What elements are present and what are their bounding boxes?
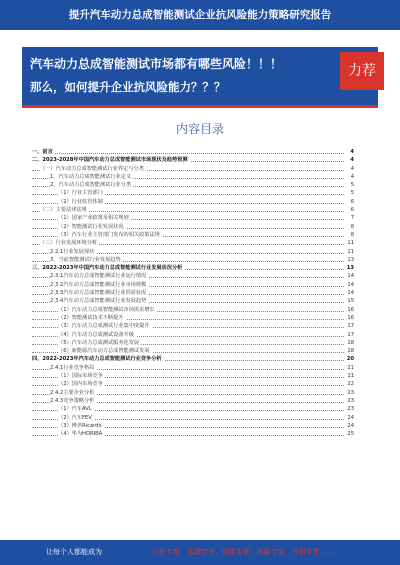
toc-entry[interactable] [32,148,354,156]
toc-entry-text: 一、前言 [32,149,53,155]
toc-entry[interactable] [32,272,354,280]
toc-entry[interactable] [32,414,354,422]
toc-entry-page: 17 [347,331,354,338]
toc-entry[interactable] [32,372,354,380]
toc-entry-text: （2）智能测试技术不断提升 [58,314,124,321]
toc-entry[interactable] [32,223,354,231]
toc-entry-text: 三、2022-2023年中国汽车动力总成智能测试行业发展状况分析 [32,265,183,272]
toc-entry-text: 2.3.2汽车动力总成智能测试行业市场规模 [50,281,147,288]
toc-entry[interactable] [32,306,354,314]
toc-entry-page: 8 [350,223,354,230]
toc-entry-page: 23 [347,389,354,396]
toc-entry-page: 4 [350,149,354,155]
toc-entry-page: 20 [346,356,354,363]
toc-entry-text: 2.3.3汽车动力总成智能测试行业供需状况 [50,290,147,297]
toc-entry[interactable] [32,430,354,438]
banner-subline: 那么，如何提升企业抗风险能力？？？ [30,80,226,94]
toc-entry-page: 24 [347,422,354,429]
toc-entry-text: （3）汽车行业主管部门发布的相关政策法规 [58,231,160,238]
toc-entry[interactable] [32,239,354,247]
toc-entry-page: 14 [347,281,354,288]
toc-entry[interactable] [32,380,354,388]
toc-entry-page: 7 [350,215,354,222]
toc-entry-text: （2）智能测试行业发展状况 [58,223,124,230]
toc-entry[interactable] [32,198,354,206]
report-title: 提升汽车动力总成智能测试企业抗风险能力策略研究报告 [68,9,332,21]
toc-entry[interactable] [32,331,354,339]
toc-entry-text: （3）汽车动力总成测试行业集中度提升 [58,323,150,330]
toc-entry[interactable] [32,355,354,363]
toc-entry-text: （1）国家产业政策及相关规划 [58,215,129,222]
toc-entry-page: 15 [347,298,354,305]
toc-entry[interactable] [32,165,354,173]
footer-slogan: 让每个人都能成为 [46,548,102,556]
toc-entry-text: （三）行业发展环境分析 [40,240,98,247]
toc-entry-text: （2）国内市场竞争 [58,381,103,388]
toc-entry-text: 四、2022-2023年汽车动力总成智能测试行业竞争分析 [32,356,162,363]
footer-roles: 行业专家，管理专家，营销专家，战略专家，分析专家…… [152,548,334,556]
toc-entry[interactable] [32,248,354,256]
toc-entry[interactable] [32,389,354,397]
toc-entry-text: 2.4.3竞争策略分析 [50,397,95,404]
toc-entry-text: （4）汽车动力总成测试设备升级 [58,331,134,338]
toc-leader-dots [32,153,344,154]
toc-entry-page: 14 [347,273,354,280]
toc-entry-page: 22 [347,381,354,388]
toc-entry-page: 25 [347,431,354,438]
toc-entry-page: 4 [350,173,354,180]
report-header [0,0,400,30]
footer-bar [0,540,400,565]
toc-entry-text: （6）新能源汽车动力总成智能测试发展 [58,348,150,355]
toc-entry-text: 2.4.2主要企业分析 [50,389,95,396]
toc-entry-page: 5 [350,182,354,189]
toc-entry-text: （一）汽车动力总成智能测试行业界定与分类 [40,165,144,172]
toc-entry-text: （4）华为HORIBA [58,431,103,438]
toc-entry-text: （2）汽车FEV [58,414,92,421]
table-of-contents [32,148,354,438]
toc-entry-text: （5）汽车动力总成测试服务化发展 [58,339,140,346]
toc-entry[interactable] [32,206,354,214]
toc-entry-page: 24 [347,414,354,421]
toc-entry-page: 16 [347,306,354,313]
toc-entry-page: 6 [350,198,354,205]
toc-entry[interactable] [32,397,354,405]
toc-entry-page: 21 [347,364,354,371]
toc-entry[interactable] [32,214,354,222]
toc-entry-text: （1）汽车动力总成智能测试市场需求增长 [58,306,155,313]
banner-headline: 汽车动力总成智能测试市场都有哪些风险！！！ [30,57,283,71]
toc-entry-page: 4 [350,157,354,164]
toc-entry-page: 6 [350,207,354,214]
toc-entry-text: 2.3.4汽车动力总成智能测试行业发展趋势 [50,298,147,305]
toc-entry[interactable] [32,405,354,413]
toc-entry-page: 16 [347,314,354,321]
toc-entry[interactable] [32,297,354,305]
toc-entry-text: 二、2023-2028年中国汽车动力总成智能测试市场现状及趋势预测 [32,157,188,164]
toc-entry-text: 2.3.1汽车动力总成智能测试行业运行情况 [50,273,147,280]
toc-entry[interactable] [32,339,354,347]
toc-entry-text: （1）行业主管部门 [58,190,103,197]
toc-entry[interactable] [32,181,354,189]
toc-entry-text: （1）汽车AVL [58,406,92,413]
toc-entry-text: 2、汽车动力总成智能测试行业分类 [50,182,132,189]
toc-entry-text: （1）国际市场竞争 [58,373,103,380]
toc-entry-text: 3、当前智能测试行业发展趋势 [50,256,121,263]
toc-entry-page: 21 [347,373,354,380]
toc-entry-page: 4 [350,165,354,172]
toc-entry-page: 18 [347,348,354,355]
toc-entry-page: 11 [347,240,354,247]
toc-entry[interactable] [32,173,354,181]
toc-entry[interactable] [32,264,354,272]
toc-entry[interactable] [32,422,354,430]
toc-entry-page: 17 [347,323,354,330]
toc-entry[interactable] [32,256,354,264]
toc-entry-text: （2）行业监管体制 [58,198,103,205]
toc-entry[interactable] [32,347,354,355]
toc-entry-page: 23 [347,406,354,413]
toc-entry[interactable] [32,189,354,197]
toc-entry-page: 18 [347,339,354,346]
toc-entry[interactable] [32,281,354,289]
toc-entry-page: 13 [347,256,354,263]
toc-entry[interactable] [32,289,354,297]
toc-entry-text: 1、汽车动力总成智能测试行业定义 [50,173,132,180]
toc-entry[interactable] [32,231,354,239]
toc-entry[interactable] [32,314,354,322]
promo-banner [22,47,378,108]
toc-entry-page: 14 [347,290,354,297]
toc-entry[interactable] [32,364,354,372]
toc-entry[interactable] [32,322,354,330]
toc-entry-page: 5 [350,190,354,197]
toc-entry-page: 8 [350,231,354,238]
toc-entry-page: 23 [347,397,354,404]
recommend-badge: 力荐 [340,52,384,90]
toc-title: 内容目录 [175,122,224,136]
toc-entry-page: 11 [347,248,354,255]
toc-entry-page: 13 [346,265,354,272]
toc-entry-text: 2.4.1行业竞争格局 [50,364,95,371]
toc-entry-text: （3）博世Ricardo [58,422,102,429]
toc-entry-text: 2.2.1行业发展现状 [50,248,95,255]
toc-entry[interactable] [32,156,354,164]
toc-entry-text: （二）主要法律法规 [40,207,87,214]
